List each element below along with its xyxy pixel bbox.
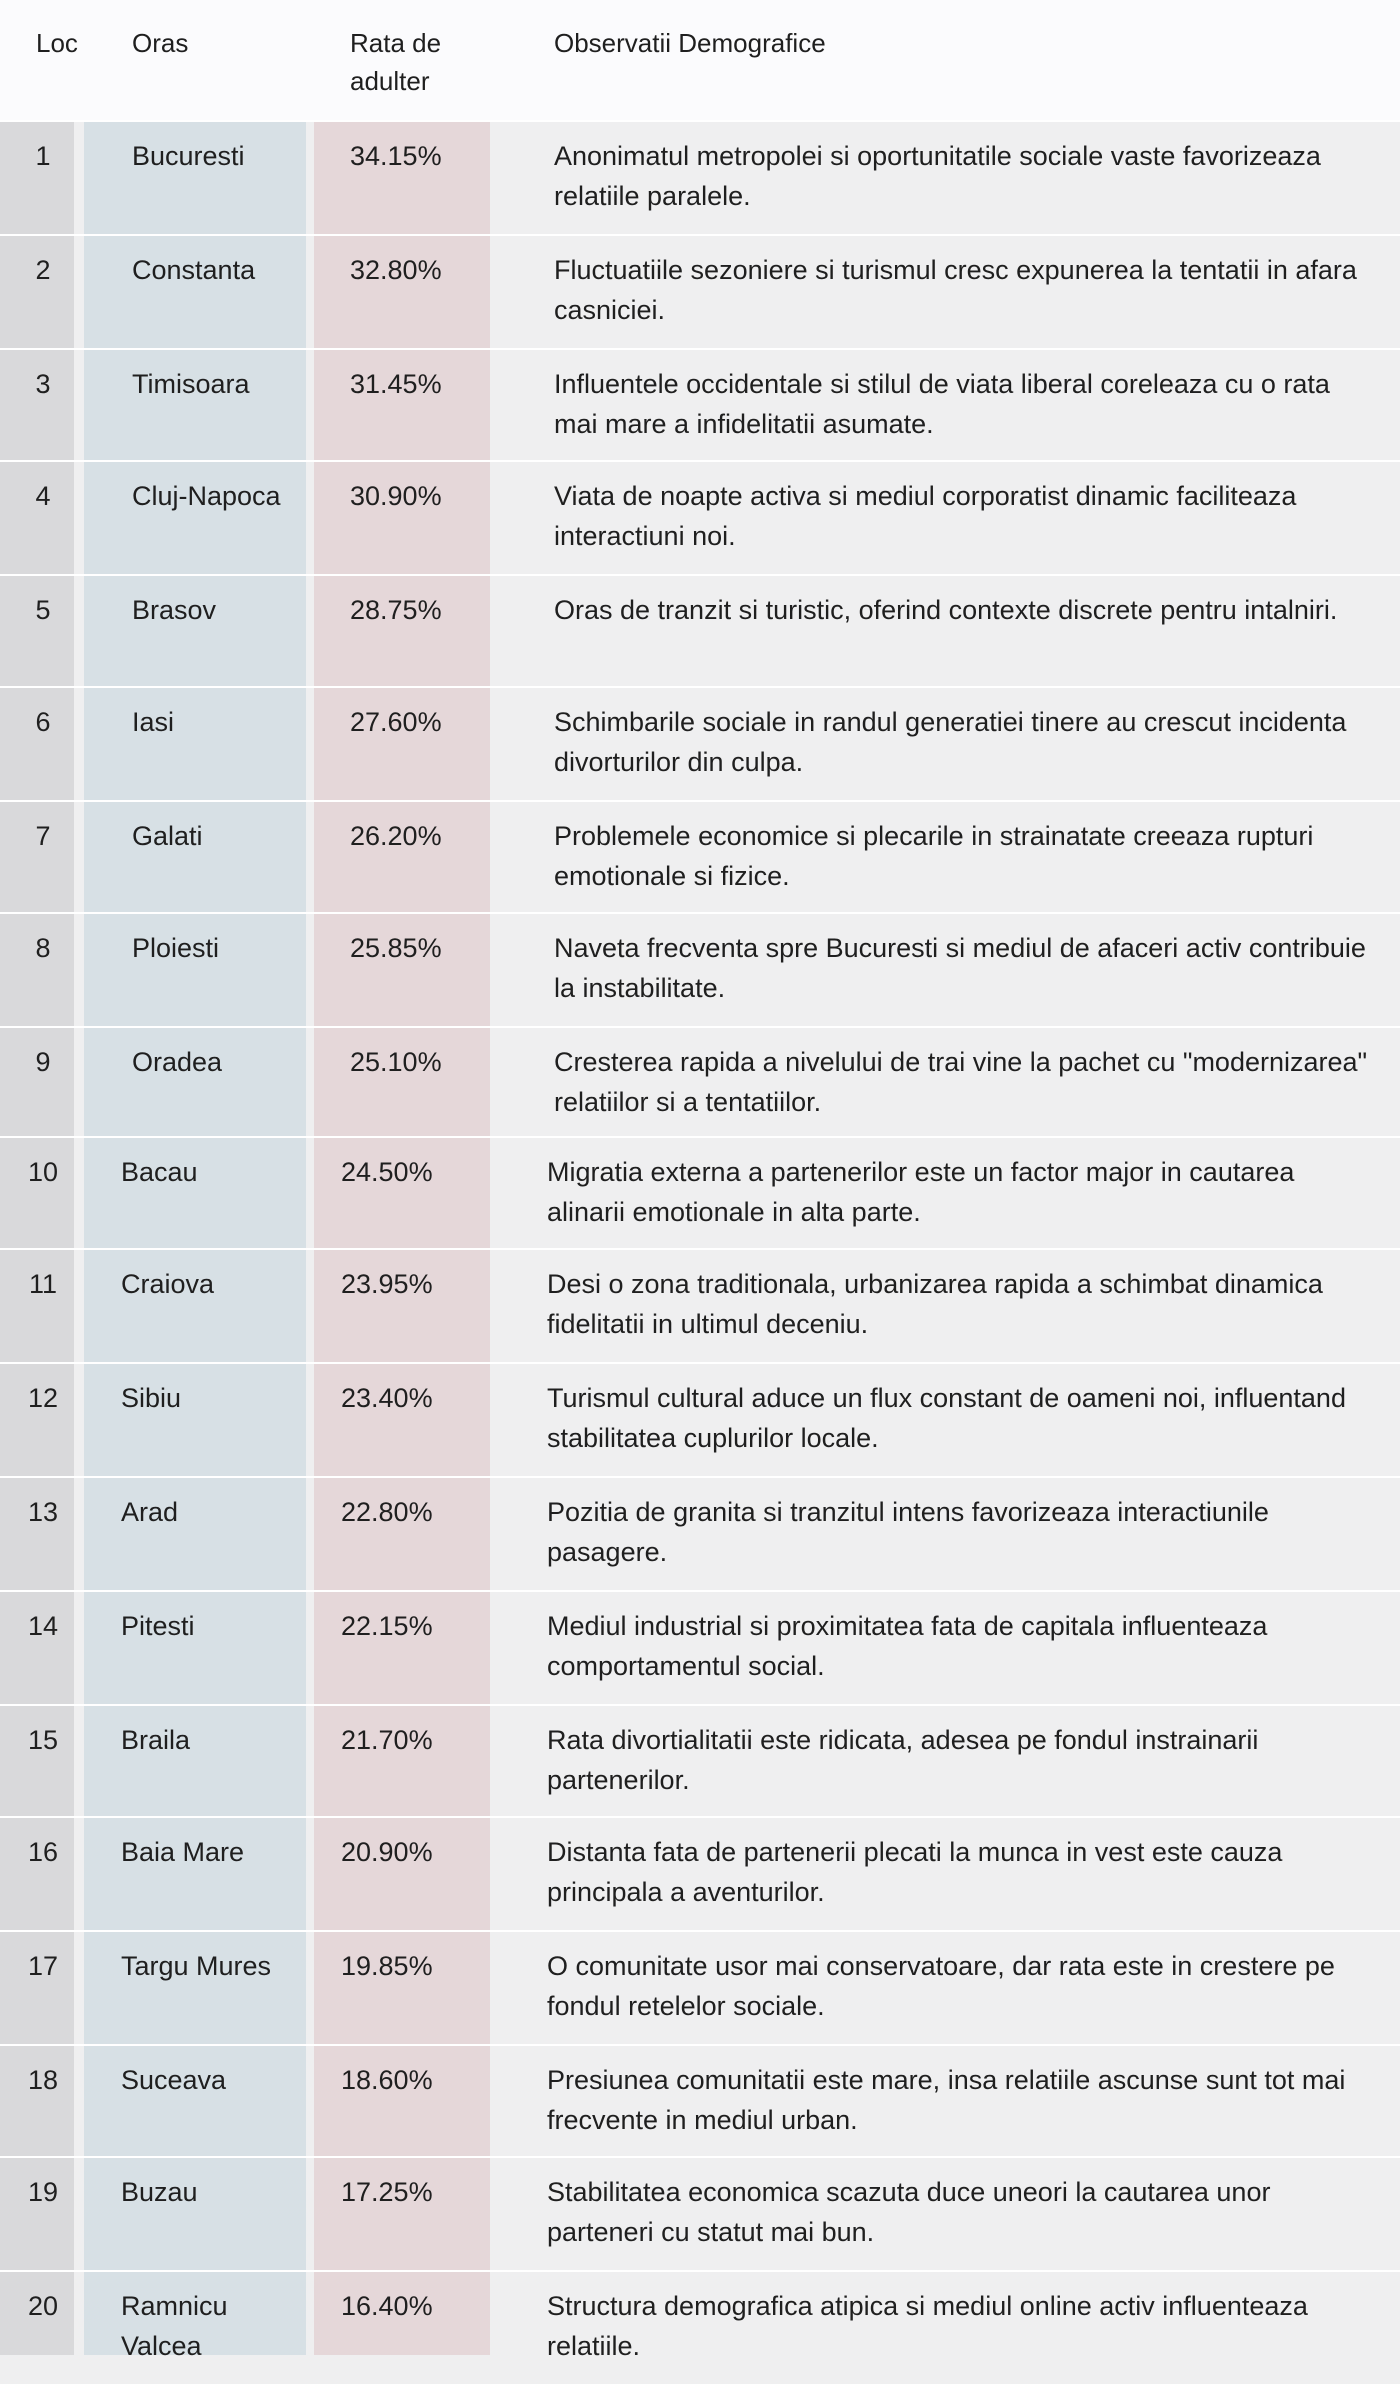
cell-observatii: Stabilitatea economica scazuta duce uneori la cautarea unor parteneri cu statut mai bun. <box>547 2177 1271 2247</box>
cell-observatii: Problemele economice si plecarile in strainatate creeaza rupturi emotionale si fizice. <box>554 821 1314 891</box>
cell-oras: Braila <box>121 1725 191 1755</box>
header-loc: Loc <box>36 28 78 58</box>
table-row <box>0 1362 1400 1476</box>
cell-rata: 27.60% <box>350 707 442 737</box>
table-row <box>0 912 1400 1026</box>
table-row <box>0 1930 1400 2044</box>
cell-loc: 6 <box>35 707 51 737</box>
cell-rata: 18.60% <box>341 2065 433 2095</box>
cell-observatii: Mediul industrial si proximitatea fata de capitala influenteaza comportamentul social. <box>547 1611 1268 1681</box>
cell-oras: Baia Mare <box>121 1837 245 1867</box>
cell-loc: 14 <box>27 1611 59 1641</box>
cell-oras: Bacau <box>121 1157 198 1187</box>
cell-rata: 34.15% <box>350 141 442 171</box>
cell-rata: 19.85% <box>341 1951 433 1981</box>
cell-observatii: Oras de tranzit si turistic, oferind contexte discrete pentru intalniri. <box>554 595 1338 625</box>
cell-rata: 24.50% <box>341 1157 433 1187</box>
cell-loc: 13 <box>27 1497 59 1527</box>
cell-oras: Pitesti <box>121 1611 195 1641</box>
cell-loc: 1 <box>35 141 51 171</box>
cell-rata: 23.95% <box>341 1269 433 1299</box>
table-row <box>0 1136 1400 1248</box>
table-row <box>0 1248 1400 1362</box>
header-observatii: Observatii Demografice <box>554 28 826 58</box>
cell-rata: 25.85% <box>350 933 442 963</box>
cell-observatii: Turismul cultural aduce un flux constant de oameni noi, influentand stabilitatea cuplurilor locale. <box>547 1383 1346 1453</box>
cell-oras: Ploiesti <box>132 933 220 963</box>
table-row <box>0 1704 1400 1816</box>
cell-loc: 4 <box>35 481 51 511</box>
cell-observatii: Cresterea rapida a nivelului de trai vine la pachet cu "modernizarea" relatiilor si a tentatiilor. <box>554 1047 1368 1117</box>
table-row <box>0 460 1400 574</box>
cell-rata: 21.70% <box>341 1725 433 1755</box>
cell-oras: Ramnicu Valcea <box>121 2291 228 2361</box>
table-body <box>0 120 1400 2384</box>
cell-oras: Oradea <box>132 1047 223 1077</box>
table-row <box>0 2044 1400 2156</box>
cell-observatii: Fluctuatiile sezoniere si turismul cresc expunerea la tentatii in afara casniciei. <box>554 255 1357 325</box>
cell-observatii: O comunitate usor mai conservatoare, dar rata este in crestere pe fondul retelelor sociale. <box>547 1951 1335 2021</box>
cell-oras: Timisoara <box>132 369 250 399</box>
table-row <box>0 1026 1400 1136</box>
cell-loc: 9 <box>35 1047 51 1077</box>
cell-loc: 5 <box>35 595 51 625</box>
cell-observatii: Influentele occidentale si stilul de viata liberal coreleaza cu o rata mai mare a infidelitatii asumate. <box>554 369 1330 439</box>
cell-oras: Craiova <box>121 1269 215 1299</box>
cell-loc: 12 <box>27 1383 59 1413</box>
table-row <box>0 2270 1400 2384</box>
cell-oras: Brasov <box>132 595 217 625</box>
cell-observatii: Migratia externa a partenerilor este un factor major in cautarea alinarii emotionale in alta parte. <box>547 1157 1295 1227</box>
table-row <box>0 234 1400 348</box>
cell-observatii: Desi o zona traditionala, urbanizarea rapida a schimbat dinamica fidelitatii in ultimul deceniu. <box>547 1269 1323 1339</box>
cell-observatii: Viata de noapte activa si mediul corporatist dinamic faciliteaza interactiuni noi. <box>554 481 1297 551</box>
table-row <box>0 1816 1400 1930</box>
cell-observatii: Structura demografica atipica si mediul online activ influenteaza relatiile. <box>547 2291 1308 2361</box>
cell-observatii: Presiunea comunitatii este mare, insa relatiile ascunse sunt tot mai frecvente in mediul urban. <box>547 2065 1346 2135</box>
cell-observatii: Naveta frecventa spre Bucuresti si mediul de afaceri activ contribuie la instabilitate. <box>554 933 1366 1003</box>
cell-oras: Suceava <box>121 2065 227 2095</box>
cell-loc: 3 <box>35 369 51 399</box>
cell-oras: Bucuresti <box>132 141 245 171</box>
cell-loc: 16 <box>27 1837 59 1867</box>
cell-rata: 22.80% <box>341 1497 433 1527</box>
cell-oras: Galati <box>132 821 203 851</box>
cell-loc: 17 <box>27 1951 59 1981</box>
cell-loc: 19 <box>27 2177 59 2207</box>
cell-rata: 23.40% <box>341 1383 433 1413</box>
cell-observatii: Schimbarile sociale in randul generatiei tinere au crescut incidenta divorturilor din culpa. <box>554 707 1347 777</box>
cell-loc: 10 <box>27 1157 59 1187</box>
cell-oras: Targu Mures <box>121 1951 272 1981</box>
cell-loc: 20 <box>27 2291 59 2321</box>
cell-rata: 30.90% <box>350 481 442 511</box>
table-header <box>0 0 1400 120</box>
cell-rata: 17.25% <box>341 2177 433 2207</box>
table-row <box>0 800 1400 912</box>
cell-loc: 15 <box>27 1725 59 1755</box>
cell-loc: 2 <box>35 255 51 285</box>
cell-rata: 16.40% <box>341 2291 433 2321</box>
table-row <box>0 574 1400 686</box>
cell-loc: 18 <box>27 2065 59 2095</box>
cell-oras: Iasi <box>132 707 175 737</box>
cell-oras: Buzau <box>121 2177 198 2207</box>
header-rata: Rata de adulter <box>350 28 442 96</box>
cell-loc: 11 <box>28 1269 58 1299</box>
cell-rata: 32.80% <box>350 255 442 285</box>
cell-rata: 20.90% <box>341 1837 433 1867</box>
cell-observatii: Anonimatul metropolei si oportunitatile sociale vaste favorizeaza relatiile paralele. <box>554 141 1321 211</box>
cell-rata: 26.20% <box>350 821 442 851</box>
table-row <box>0 120 1400 234</box>
header-oras: Oras <box>132 28 189 58</box>
cell-observatii: Pozitia de granita si tranzitul intens favorizeaza interactiunile pasagere. <box>547 1497 1269 1567</box>
cell-oras: Sibiu <box>121 1383 182 1413</box>
table-row <box>0 1476 1400 1590</box>
table-row <box>0 1590 1400 1704</box>
cell-observatii: Rata divortialitatii este ridicata, adesea pe fondul instrainarii partenerilor. <box>547 1725 1259 1795</box>
cell-loc: 7 <box>35 821 51 851</box>
cell-loc: 8 <box>35 933 51 963</box>
cell-oras: Arad <box>121 1497 179 1527</box>
cell-oras: Constanta <box>132 255 256 285</box>
cell-observatii: Distanta fata de partenerii plecati la munca in vest este cauza principala a aventurilor. <box>547 1837 1283 1907</box>
cell-oras: Cluj-Napoca <box>132 481 281 511</box>
table-row <box>0 686 1400 800</box>
cell-rata: 31.45% <box>350 369 442 399</box>
cell-rata: 22.15% <box>341 1611 433 1641</box>
table-row <box>0 2156 1400 2270</box>
cell-rata: 28.75% <box>350 595 442 625</box>
cell-rata: 25.10% <box>350 1047 442 1077</box>
table-row <box>0 348 1400 460</box>
